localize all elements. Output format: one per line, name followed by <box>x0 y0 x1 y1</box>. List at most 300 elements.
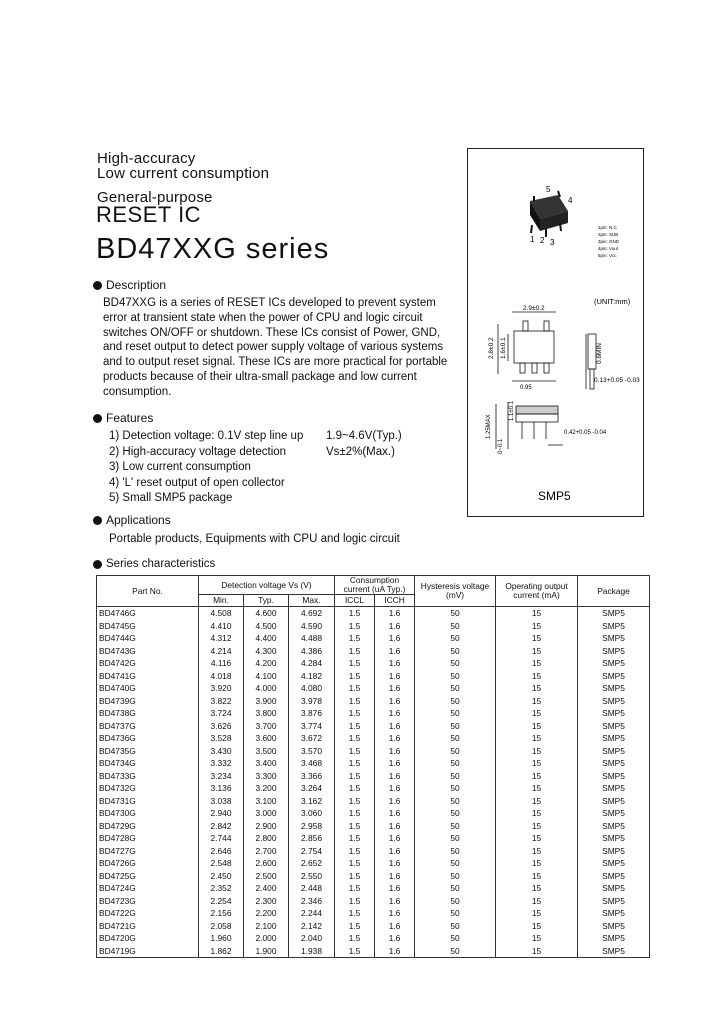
table-cell: SMP5 <box>578 920 650 933</box>
table-cell: 15 <box>496 807 578 820</box>
table-cell: 3.038 <box>199 795 244 808</box>
table-cell: 15 <box>496 695 578 708</box>
table-cell: 4.080 <box>289 682 335 695</box>
table-cell: 50 <box>415 932 496 945</box>
table-row <box>97 907 650 920</box>
bullet-icon <box>93 516 102 525</box>
table-cell: 50 <box>415 807 496 820</box>
table-cell: 1.6 <box>375 645 415 658</box>
table-cell: 1.5 <box>335 757 375 770</box>
table-cell: 50 <box>415 870 496 883</box>
table-cell: 2.352 <box>199 882 244 895</box>
table-cell: 2.000 <box>244 932 289 945</box>
applications-title: Applications <box>106 513 171 527</box>
table-cell: BD4742G <box>97 657 199 670</box>
header-line-1: High-accuracy <box>97 150 196 167</box>
package-label: SMP5 <box>538 489 571 503</box>
table-cell: 15 <box>496 707 578 720</box>
table-cell: 50 <box>415 632 496 645</box>
table-cell: 2.040 <box>289 932 335 945</box>
table-cell: 15 <box>496 620 578 633</box>
table-cell: 4.400 <box>244 632 289 645</box>
table-cell: 1.5 <box>335 720 375 733</box>
table-cell: 50 <box>415 607 496 620</box>
table-cell: 4.200 <box>244 657 289 670</box>
package-drawing-box <box>467 148 644 517</box>
table-cell: 2.800 <box>244 832 289 845</box>
table-cell: SMP5 <box>578 832 650 845</box>
table-cell: 3.000 <box>244 807 289 820</box>
table-cell: 4.000 <box>244 682 289 695</box>
package-drawing <box>468 149 643 516</box>
table-row <box>97 920 650 933</box>
table-cell: BD4733G <box>97 770 199 783</box>
table-cell: 2.300 <box>244 895 289 908</box>
feature-item: 1) Detection voltage: 0.1V step line up 1.9~4.6V(Typ.) <box>109 430 402 442</box>
table-cell: 1.5 <box>335 745 375 758</box>
table-cell: SMP5 <box>578 857 650 870</box>
table-cell: 4.508 <box>199 607 244 620</box>
table-cell: 3.366 <box>289 770 335 783</box>
dim-standoff: 1.1±0.1 <box>509 401 515 421</box>
table-row <box>97 820 650 833</box>
table-cell: 50 <box>415 782 496 795</box>
table-cell: SMP5 <box>578 670 650 683</box>
table-cell: 1.5 <box>335 832 375 845</box>
description-heading <box>93 278 166 292</box>
table-cell: 2.142 <box>289 920 335 933</box>
table-cell: 2.058 <box>199 920 244 933</box>
table-cell: 1.5 <box>335 782 375 795</box>
table-row <box>97 620 650 633</box>
table-cell: 2.100 <box>244 920 289 933</box>
dim-top-width: 2.9±0.2 <box>523 305 545 312</box>
table-cell: 3.332 <box>199 757 244 770</box>
col-part: Part No. <box>97 576 199 607</box>
table-cell: 50 <box>415 907 496 920</box>
dim-height: 2.8±0.2 <box>488 337 495 359</box>
table-cell: BD4724G <box>97 882 199 895</box>
dim-body: 1.6±0.1 <box>500 337 507 359</box>
table-cell: 1.5 <box>335 907 375 920</box>
side-view-outline <box>496 402 563 449</box>
table-cell: 3.264 <box>289 782 335 795</box>
table-cell: 15 <box>496 657 578 670</box>
table-cell: BD4735G <box>97 745 199 758</box>
table-cell: 3.060 <box>289 807 335 820</box>
table-cell: BD4741G <box>97 670 199 683</box>
table-cell: 3.570 <box>289 745 335 758</box>
table-cell: 3.800 <box>244 707 289 720</box>
table-cell: 2.652 <box>289 857 335 870</box>
table-cell: 1.5 <box>335 845 375 858</box>
table-row <box>97 795 650 808</box>
table-cell: 1.6 <box>375 770 415 783</box>
table-row <box>97 745 650 758</box>
table-cell: 1.900 <box>244 945 289 958</box>
table-cell: 2.700 <box>244 845 289 858</box>
table-cell: 1.5 <box>335 607 375 620</box>
table-cell: 15 <box>496 757 578 770</box>
table-row <box>97 945 650 958</box>
table-cell: SMP5 <box>578 945 650 958</box>
table-cell: 1.5 <box>335 932 375 945</box>
table-cell: 2.500 <box>244 870 289 883</box>
table-cell: 3.500 <box>244 745 289 758</box>
table-row <box>97 645 650 658</box>
table-cell: 50 <box>415 745 496 758</box>
table-cell: 50 <box>415 657 496 670</box>
dim-pitch: 0.95 <box>520 385 532 391</box>
table-cell: 15 <box>496 770 578 783</box>
table-cell: 4.312 <box>199 632 244 645</box>
feature-item: 5) Small SMP5 package <box>109 492 233 504</box>
pin-number: 5 <box>546 185 551 194</box>
table-cell: 50 <box>415 670 496 683</box>
table-row <box>97 882 650 895</box>
table-cell: SMP5 <box>578 620 650 633</box>
table-cell: 3.300 <box>244 770 289 783</box>
table-cell: SMP5 <box>578 895 650 908</box>
table-row <box>97 632 650 645</box>
pin-number: 1 <box>530 235 535 244</box>
table-cell: 4.600 <box>244 607 289 620</box>
table-cell: SMP5 <box>578 882 650 895</box>
table-cell: 1.6 <box>375 732 415 745</box>
table-cell: SMP5 <box>578 707 650 720</box>
table-cell: 15 <box>496 682 578 695</box>
series-characteristics-title: Series characteristics <box>106 558 216 570</box>
table-cell: 4.692 <box>289 607 335 620</box>
table-cell: 1.5 <box>335 945 375 958</box>
table-row <box>97 782 650 795</box>
table-cell: 1.6 <box>375 820 415 833</box>
table-cell: 4.214 <box>199 645 244 658</box>
table-row <box>97 682 650 695</box>
table-cell: 15 <box>496 832 578 845</box>
table-cell: SMP5 <box>578 845 650 858</box>
table-cell: 15 <box>496 782 578 795</box>
table-cell: 1.5 <box>335 682 375 695</box>
table-cell: 15 <box>496 920 578 933</box>
table-cell: BD4726G <box>97 857 199 870</box>
table-row <box>97 845 650 858</box>
description-title: Description <box>106 278 167 292</box>
applications-text: Portable products, Equipments with CPU and logic circuit <box>109 533 400 545</box>
table-cell: 3.700 <box>244 720 289 733</box>
table-cell: 1.6 <box>375 632 415 645</box>
table-cell: 15 <box>496 857 578 870</box>
table-cell: SMP5 <box>578 695 650 708</box>
table-cell: 1.960 <box>199 932 244 945</box>
table-cell: 3.724 <box>199 707 244 720</box>
table-cell: BD4728G <box>97 832 199 845</box>
table-cell: 50 <box>415 620 496 633</box>
table-row <box>97 695 650 708</box>
table-cell: 50 <box>415 720 496 733</box>
table-cell: 1.6 <box>375 920 415 933</box>
table-cell: BD4722G <box>97 907 199 920</box>
table-row <box>97 770 650 783</box>
table-cell: 2.448 <box>289 882 335 895</box>
series-characteristics-heading <box>93 558 215 570</box>
table-row <box>97 607 650 620</box>
table-cell: BD4737G <box>97 720 199 733</box>
table-cell: SMP5 <box>578 782 650 795</box>
table-cell: 4.116 <box>199 657 244 670</box>
table-cell: 15 <box>496 882 578 895</box>
col-operating: Operating output current (mA) <box>496 576 578 607</box>
table-cell: 2.254 <box>199 895 244 908</box>
table-cell: 1.5 <box>335 732 375 745</box>
table-cell: SMP5 <box>578 757 650 770</box>
pin-label: 3pin: GND <box>598 239 620 244</box>
table-cell: 50 <box>415 895 496 908</box>
table-cell: BD4723G <box>97 895 199 908</box>
table-cell: BD4738G <box>97 707 199 720</box>
col-consumption: Consumption current (uA Typ.) <box>335 576 415 595</box>
col-hysteresis: Hysteresis voltage (mV) <box>415 576 496 607</box>
table-cell: BD4731G <box>97 795 199 808</box>
table-cell: 15 <box>496 845 578 858</box>
table-cell: 3.162 <box>289 795 335 808</box>
table-cell: BD4746G <box>97 607 199 620</box>
table-cell: 50 <box>415 682 496 695</box>
col-min: Min. <box>199 595 244 607</box>
table-cell: 15 <box>496 745 578 758</box>
table-cell: 1.5 <box>335 695 375 708</box>
series-title: BD47XXG series <box>96 233 330 265</box>
table-cell: 1.5 <box>335 657 375 670</box>
table-cell: 4.018 <box>199 670 244 683</box>
table-cell: 2.600 <box>244 857 289 870</box>
table-cell: 15 <box>496 870 578 883</box>
col-detection: Detection voltage Vs (V) <box>199 576 335 595</box>
table-cell: 3.876 <box>289 707 335 720</box>
feature-item: 4) 'L' reset output of open collector <box>109 476 285 489</box>
table-cell: 1.6 <box>375 857 415 870</box>
table-cell: 1.6 <box>375 670 415 683</box>
table-cell: 15 <box>496 820 578 833</box>
table-row <box>97 857 650 870</box>
table-cell: 1.5 <box>335 795 375 808</box>
table-cell: BD4721G <box>97 920 199 933</box>
table-cell: 15 <box>496 607 578 620</box>
table-cell: 4.182 <box>289 670 335 683</box>
table-cell: 50 <box>415 795 496 808</box>
table-cell: BD4732G <box>97 782 199 795</box>
table-cell: 2.548 <box>199 857 244 870</box>
table-cell: 2.900 <box>244 820 289 833</box>
table-cell: 1.6 <box>375 945 415 958</box>
table-cell: SMP5 <box>578 657 650 670</box>
series-table <box>96 575 650 958</box>
table-cell: 50 <box>415 707 496 720</box>
top-view-outline <box>498 312 596 389</box>
header-line-2: Low current consumption <box>97 165 270 182</box>
table-cell: 15 <box>496 795 578 808</box>
bullet-icon <box>93 281 102 290</box>
col-max: Max. <box>289 595 335 607</box>
table-cell: SMP5 <box>578 932 650 945</box>
table-cell: 1.6 <box>375 707 415 720</box>
pin-label: 4pin: Vout <box>598 246 619 251</box>
table-cell: 1.6 <box>375 907 415 920</box>
table-cell: 1.6 <box>375 695 415 708</box>
table-cell: 4.100 <box>244 670 289 683</box>
description-text: BD47XXG is a series of RESET ICs developed to prevent system error at transient state when the power of CPU and logic circuit switches ON/OFF or shutdown. These ICs consist of Power, GND, and reset output to detect power supply voltage of various systems and to output reset signal. These ICs are more practical for portable products because of their ultra-small package and low current consumption. <box>103 297 448 398</box>
table-cell: 1.5 <box>335 670 375 683</box>
pin-number: 3 <box>550 238 555 247</box>
table-cell: 2.450 <box>199 870 244 883</box>
table-row <box>97 707 650 720</box>
table-cell: SMP5 <box>578 720 650 733</box>
table-cell: SMP5 <box>578 645 650 658</box>
table-cell: 2.550 <box>289 870 335 883</box>
table-cell: 3.626 <box>199 720 244 733</box>
features-list <box>109 429 449 507</box>
table-cell: 1.6 <box>375 657 415 670</box>
table-cell: 1.6 <box>375 882 415 895</box>
package-3d-icon <box>530 191 568 237</box>
table-cell: BD4736G <box>97 732 199 745</box>
table-cell: SMP5 <box>578 682 650 695</box>
table-cell: SMP5 <box>578 907 650 920</box>
pin-label: 1pin: N.C. <box>598 225 619 230</box>
table-cell: SMP5 <box>578 632 650 645</box>
table-cell: 3.920 <box>199 682 244 695</box>
table-cell: 1.5 <box>335 645 375 658</box>
table-cell: 4.386 <box>289 645 335 658</box>
table-cell: 50 <box>415 695 496 708</box>
table-cell: 3.136 <box>199 782 244 795</box>
table-cell: 1.5 <box>335 857 375 870</box>
table-cell: 1.6 <box>375 832 415 845</box>
table-cell: 3.430 <box>199 745 244 758</box>
table-cell: 4.284 <box>289 657 335 670</box>
table-cell: 1.5 <box>335 632 375 645</box>
table-cell: 1.6 <box>375 620 415 633</box>
table-cell: 4.300 <box>244 645 289 658</box>
table-cell: 1.6 <box>375 782 415 795</box>
header-line-4: RESET IC <box>96 202 202 227</box>
table-cell: SMP5 <box>578 820 650 833</box>
table-row <box>97 720 650 733</box>
table-cell: 2.400 <box>244 882 289 895</box>
table-cell: BD4739G <box>97 695 199 708</box>
table-cell: 1.6 <box>375 720 415 733</box>
table-cell: 3.978 <box>289 695 335 708</box>
table-cell: 50 <box>415 920 496 933</box>
table-cell: 1.6 <box>375 795 415 808</box>
table-cell: 1.5 <box>335 707 375 720</box>
pin-label: 2pin: SUB <box>598 232 619 237</box>
table-row <box>97 807 650 820</box>
table-cell: BD4729G <box>97 820 199 833</box>
table-row <box>97 932 650 945</box>
table-cell: 15 <box>496 945 578 958</box>
feature-item: 3) Low current consumption <box>109 461 251 473</box>
col-iccl: ICCL <box>335 595 375 607</box>
table-row <box>97 732 650 745</box>
table-cell: SMP5 <box>578 770 650 783</box>
dim-lead-w: 0.42+0.05 -0.04 <box>564 430 607 436</box>
table-cell: 1.6 <box>375 870 415 883</box>
table-cell: 3.600 <box>244 732 289 745</box>
table-cell: 2.156 <box>199 907 244 920</box>
table-cell: 3.234 <box>199 770 244 783</box>
header-line-3: General-purpose <box>97 189 213 206</box>
table-cell: 2.754 <box>289 845 335 858</box>
table-cell: BD4740G <box>97 682 199 695</box>
table-cell: 15 <box>496 907 578 920</box>
table-cell: 2.940 <box>199 807 244 820</box>
table-cell: 15 <box>496 732 578 745</box>
table-row <box>97 870 650 883</box>
dim-lead-len: 0.6MIN <box>596 343 603 364</box>
table-cell: 2.842 <box>199 820 244 833</box>
table-cell: 50 <box>415 845 496 858</box>
table-cell: SMP5 <box>578 795 650 808</box>
table-cell: BD4730G <box>97 807 199 820</box>
table-row <box>97 670 650 683</box>
features-title: Features <box>106 411 154 425</box>
table-cell: 3.900 <box>244 695 289 708</box>
table-cell: SMP5 <box>578 870 650 883</box>
table-cell: 2.244 <box>289 907 335 920</box>
table-cell: 1.5 <box>335 882 375 895</box>
table-cell: 15 <box>496 645 578 658</box>
col-icch: ICCH <box>375 595 415 607</box>
table-cell: 50 <box>415 757 496 770</box>
table-cell: BD4744G <box>97 632 199 645</box>
table-cell: 1.938 <box>289 945 335 958</box>
table-cell: SMP5 <box>578 745 650 758</box>
pin-number: 4 <box>568 196 573 205</box>
table-cell: 50 <box>415 820 496 833</box>
table-cell: BD4743G <box>97 645 199 658</box>
table-cell: BD4720G <box>97 932 199 945</box>
table-cell: 15 <box>496 720 578 733</box>
table-row <box>97 757 650 770</box>
feature-item: 2) High-accuracy voltage detection Vs±2%(Max.) <box>109 445 395 458</box>
table-cell: 4.410 <box>199 620 244 633</box>
table-cell: 1.6 <box>375 745 415 758</box>
table-cell: 50 <box>415 645 496 658</box>
table-cell: 3.200 <box>244 782 289 795</box>
col-package: Package <box>578 576 650 607</box>
dim-max: 1.25MAX <box>486 414 492 439</box>
table-cell: 2.646 <box>199 845 244 858</box>
table-cell: 1.862 <box>199 945 244 958</box>
table-row <box>97 832 650 845</box>
table-cell: 15 <box>496 932 578 945</box>
table-cell: 2.958 <box>289 820 335 833</box>
table-cell: 3.774 <box>289 720 335 733</box>
table-cell: 2.200 <box>244 907 289 920</box>
table-cell: 50 <box>415 832 496 845</box>
table-cell: 1.6 <box>375 607 415 620</box>
table-cell: 50 <box>415 882 496 895</box>
table-row <box>97 657 650 670</box>
table-cell: 15 <box>496 895 578 908</box>
table-cell: 1.5 <box>335 870 375 883</box>
table-cell: SMP5 <box>578 732 650 745</box>
table-cell: 4.488 <box>289 632 335 645</box>
table-cell: 50 <box>415 770 496 783</box>
table-cell: 1.6 <box>375 895 415 908</box>
dim-std2: 0~0.1 <box>498 438 504 454</box>
